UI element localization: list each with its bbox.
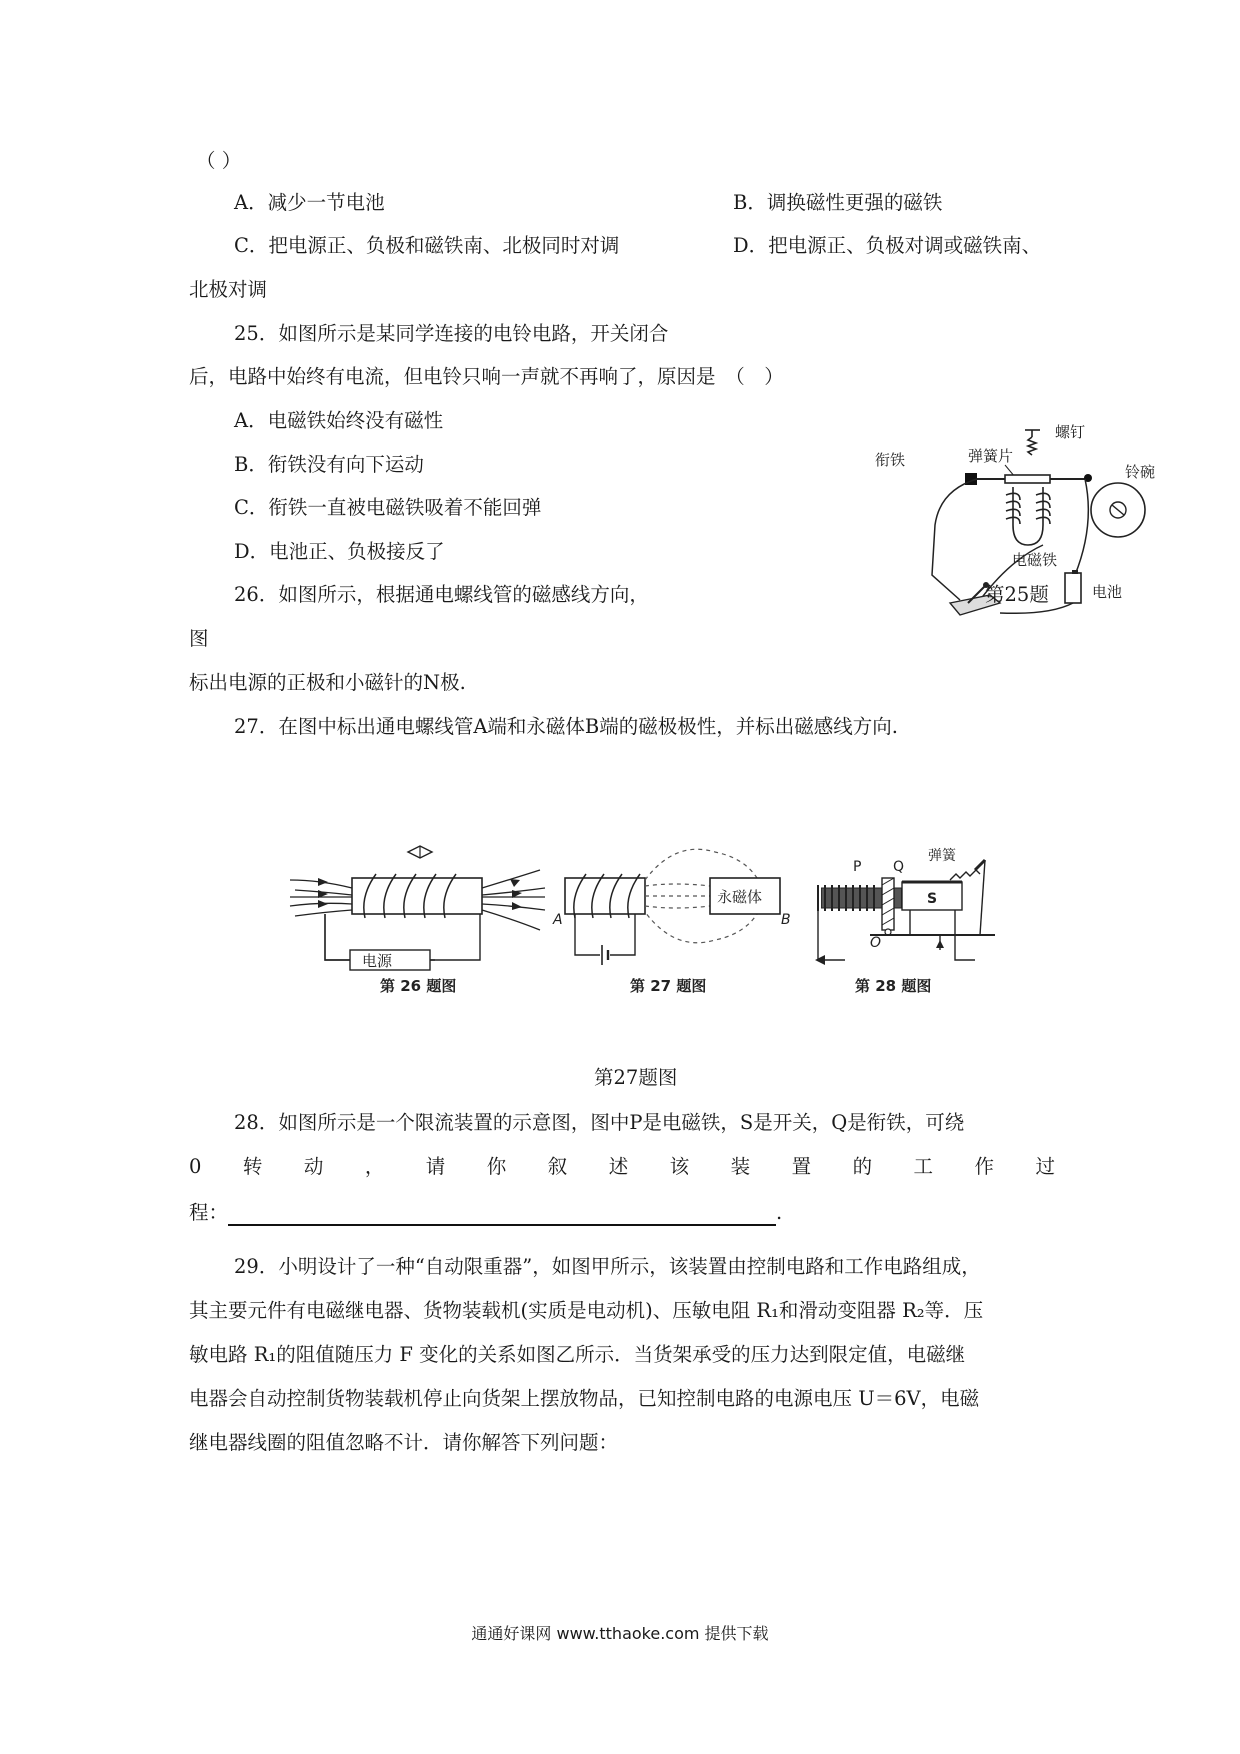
q24-option-d: D．把电源正、负极对调或磁铁南、 (733, 234, 1042, 257)
fig28-caption: 第 28 题图 (855, 977, 932, 995)
q28-char: 装 (730, 1155, 751, 1178)
q29-line-1: 29．小明设计了一种“自动限重器”，如图甲所示，该装置由控制电路和工作电路组成， (234, 1255, 981, 1278)
q25-figure-caption-cont: 图 (189, 627, 209, 650)
q28-char: 转 (242, 1155, 263, 1178)
fig28-label-spring: 弹簧 (928, 848, 956, 864)
q25-option-b: B．衔铁没有向下运动 (234, 453, 424, 476)
q28-char: 述 (608, 1155, 629, 1178)
fig25-label-battery: 电池 (1092, 583, 1123, 601)
q24-option-d-cont: 北极对调 (189, 278, 268, 301)
armature-bar (1005, 475, 1050, 483)
q28-char: 叙 (547, 1155, 568, 1178)
q28-char: 动 (303, 1155, 324, 1178)
fig25-label-electromagnet: 电磁铁 (1012, 551, 1058, 569)
q25-stem-line-1: 25．如图所示是某同学连接的电铃电路，开关闭合 (234, 322, 669, 345)
q29-line-2: 其主要元件有电磁继电器、货物装载机(实质是电动机)、压敏电阻 R₁和滑动变阻器 R₂等．压 (189, 1299, 984, 1322)
electromagnet-icon (1006, 487, 1050, 545)
fig25-label-armature: 衔铁 (875, 451, 906, 469)
fig28-label-s: S (927, 891, 938, 907)
q28-answer-prefix: 程： (189, 1201, 229, 1224)
q28-char: 你 (486, 1155, 507, 1178)
q28-char: 请 (425, 1155, 446, 1178)
q24-option-a: A．减少一节电池 (234, 191, 385, 214)
figures-row (290, 840, 1070, 1055)
fig28-label-p: P (853, 859, 862, 875)
q25-option-d: D．电池正、负极接反了 (234, 540, 445, 563)
fig25-label-bowl: 铃碗 (1125, 463, 1156, 481)
fig26-solenoid (290, 846, 545, 995)
q28-stem-line-1: 28．如图所示是一个限流装置的示意图，图中P是电磁铁，S是开关，Q是衔铁，可绕 (234, 1111, 965, 1134)
fig27-figure (552, 849, 791, 995)
q25-figure-caption: 第25题 (985, 583, 1049, 606)
fig27-caption: 第 27 题图 (630, 977, 707, 995)
q29-line-3: 敏电路 R₁的阻值随压力 F 变化的关系如图乙所示．当货架承受的压力达到限定值，电磁继 (189, 1343, 966, 1366)
q27-stem: 27．在图中标出通电螺线管A端和永磁体B端的磁极极性，并标出磁感线方向. (234, 715, 898, 738)
q29-line-5: 继电器线圈的阻值忽略不计．请你解答下列问题： (189, 1431, 619, 1454)
fig26-label-source: 电源 (362, 952, 393, 970)
q28-char: 置 (791, 1155, 812, 1178)
q26-stem-line-2: 标出电源的正极和小磁针的N极. (189, 671, 466, 694)
page-footer: 通通好课网 www.tthaoke.com 提供下载 (471, 1624, 769, 1643)
q28-stem-line-2 (189, 1154, 1055, 1180)
fig27-label-b: B (781, 912, 791, 928)
q28-stem-line-3 (189, 1200, 782, 1226)
q28-char: 该 (669, 1155, 690, 1178)
q28-char: 工 (913, 1155, 934, 1178)
fig26-caption: 第 26 题图 (380, 977, 457, 995)
fig25-label-spring: 弹簧片 (968, 447, 1014, 465)
figures-row-caption: 第27题图 (594, 1066, 678, 1089)
q28-char: 过 (1035, 1155, 1055, 1178)
q28-char: ， (364, 1155, 385, 1178)
fig27-label-a: A (553, 912, 563, 928)
q24-bracket: （ ） (196, 149, 242, 172)
fig27-label-magnet: 永磁体 (717, 888, 763, 906)
spring-icon (950, 870, 980, 880)
q25-stem-line-2: 后，电路中始终有电流，但电铃只响一声就不再响了，原因是 （ ） (189, 365, 784, 388)
q26-stem-line-1: 26．如图所示，根据通电螺线管的磁感线方向， (234, 583, 649, 606)
q28-char: 作 (974, 1155, 995, 1178)
q28-char: 0 (189, 1155, 202, 1178)
q25-option-c: C．衔铁一直被电磁铁吸着不能回弹 (234, 496, 542, 519)
q28-answer-suffix: . (776, 1201, 783, 1224)
compass-needle-icon (408, 846, 432, 858)
q24-option-b: B．调换磁性更强的磁铁 (733, 191, 943, 214)
screw-icon (1025, 430, 1040, 455)
q29-line-4: 电器会自动控制货物装载机停止向货架上摆放物品，已知控制电路的电源电压 U＝6V，电磁 (189, 1387, 980, 1410)
q28-char: 的 (852, 1155, 873, 1178)
fig25-label-screw: 螺钉 (1055, 423, 1086, 441)
fig28-label-o: O (870, 935, 882, 951)
fig28-label-q: Q (893, 859, 905, 875)
q28-answer-blank[interactable] (228, 1202, 776, 1226)
fig28-figure (815, 848, 995, 995)
q25-option-a: A．电磁铁始终没有磁性 (234, 409, 444, 432)
battery-icon (1065, 570, 1081, 603)
q24-option-c: C．把电源正、负极和磁铁南、北极同时对调 (234, 234, 620, 257)
